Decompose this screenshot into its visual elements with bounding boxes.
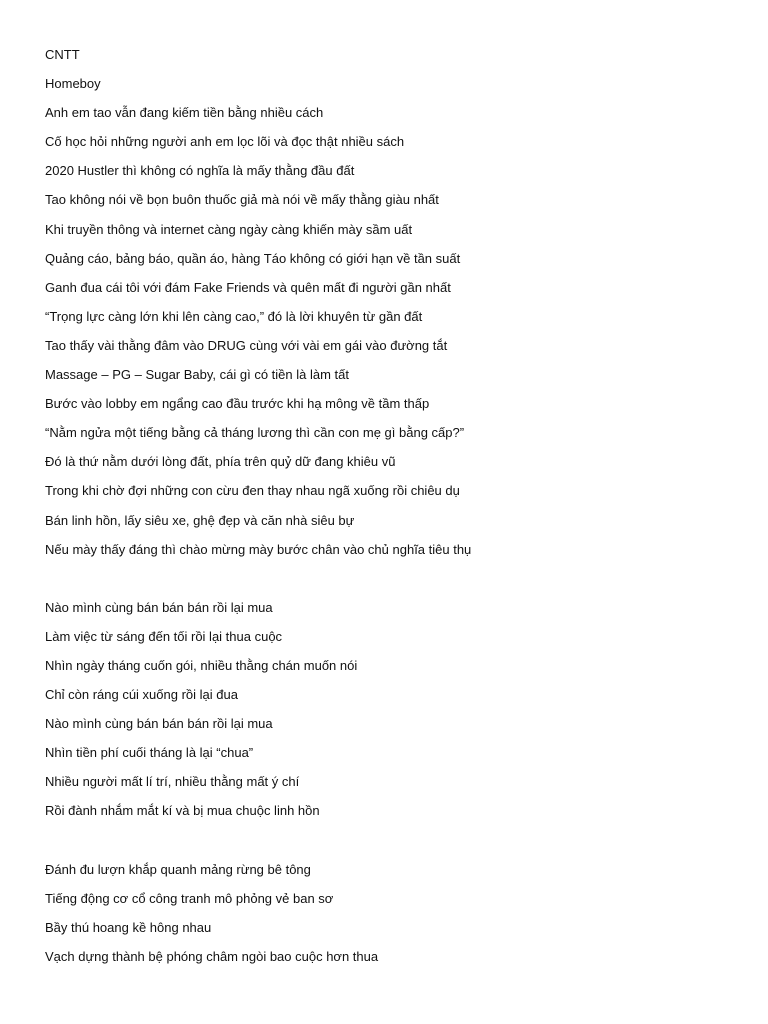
lyric-line: Trong khi chờ đợi những con cừu đen thay nhau ngã xuống rồi chiêu dụ — [45, 483, 460, 499]
lyric-line: Tiếng động cơ cổ công tranh mô phỏng vẻ ban sơ — [45, 890, 334, 906]
lyric-line: 2020 Hustler thì không có nghĩa là mấy thằng đầu đất — [45, 163, 355, 179]
lyric-line: Tao thấy vài thằng đâm vào DRUG cùng với vài em gái vào đường tắt — [45, 337, 448, 353]
lyric-line: “Nằm ngửa một tiếng bằng cả tháng lương thì cần con mẹ gì bằng cấp?” — [45, 425, 465, 441]
lyric-line: Quảng cáo, bảng báo, quần áo, hàng Táo không có giới hạn về tần suất — [45, 250, 461, 266]
lyric-line: Nếu mày thấy đáng thì chào mừng mày bước chân vào chủ nghĩa tiêu thụ — [45, 541, 472, 557]
lyric-line: Nào mình cùng bán bán bán rồi lại mua — [45, 599, 273, 615]
lyric-line: Nhìn ngày tháng cuốn gói, nhiều thằng chán muốn nói — [45, 657, 358, 673]
lyric-line: Cố học hỏi những người anh em lọc lõi và đọc thật nhiều sách — [45, 134, 405, 150]
lyric-line: Anh em tao vẫn đang kiếm tiền bằng nhiều cách — [45, 105, 324, 121]
doc-subtitle-line: Homeboy — [45, 76, 101, 92]
lyric-line: Chỉ còn ráng cúi xuống rồi lại đua — [45, 687, 238, 703]
lyric-line: Bán linh hồn, lấy siêu xe, ghệ đẹp và căn nhà siêu bự — [45, 512, 355, 528]
lyric-line: Massage – PG – Sugar Baby, cái gì có tiền là làm tất — [45, 367, 349, 383]
lyric-line: “Trọng lực càng lớn khi lên càng cao,” đó là lời khuyên từ gần đất — [45, 308, 423, 324]
lyric-line: Ganh đua cái tôi với đám Fake Friends và quên mất đi người gần nhất — [45, 279, 451, 295]
lyric-line: Đó là thứ nằm dưới lòng đất, phía trên quỷ dữ đang khiêu vũ — [45, 454, 396, 470]
lyric-line: Làm việc từ sáng đến tối rồi lại thua cuộc — [45, 628, 283, 644]
lyric-line: Bước vào lobby em ngẩng cao đầu trước khi hạ mông về tầm thấp — [45, 396, 430, 412]
lyric-line: Rồi đành nhắm mắt kí và bị mua chuộc linh hồn — [45, 803, 320, 819]
blank-line — [45, 833, 745, 849]
document-page — [45, 47, 745, 978]
lyric-line: Bầy thú hoang kề hông nhau — [45, 919, 212, 935]
lyric-line: Nhìn tiền phí cuối tháng là lại “chua” — [45, 745, 254, 761]
lyric-line: Khi truyền thông và internet càng ngày càng khiến mày sầm uất — [45, 221, 413, 237]
blank-line — [45, 571, 745, 587]
lyric-line: Vạch dựng thành bệ phóng châm ngòi bao cuộc hơn thua — [45, 948, 379, 964]
doc-title-line: CNTT — [45, 47, 80, 62]
lyric-line: Nhiều người mất lí trí, nhiều thằng mất ý chí — [45, 774, 300, 790]
lyric-line: Đánh đu lượn khắp quanh mảng rừng bê tông — [45, 861, 311, 877]
lyric-line: Nào mình cùng bán bán bán rồi lại mua — [45, 716, 273, 732]
lyric-line: Tao không nói về bọn buôn thuốc giả mà nói về mấy thằng giàu nhất — [45, 192, 439, 208]
